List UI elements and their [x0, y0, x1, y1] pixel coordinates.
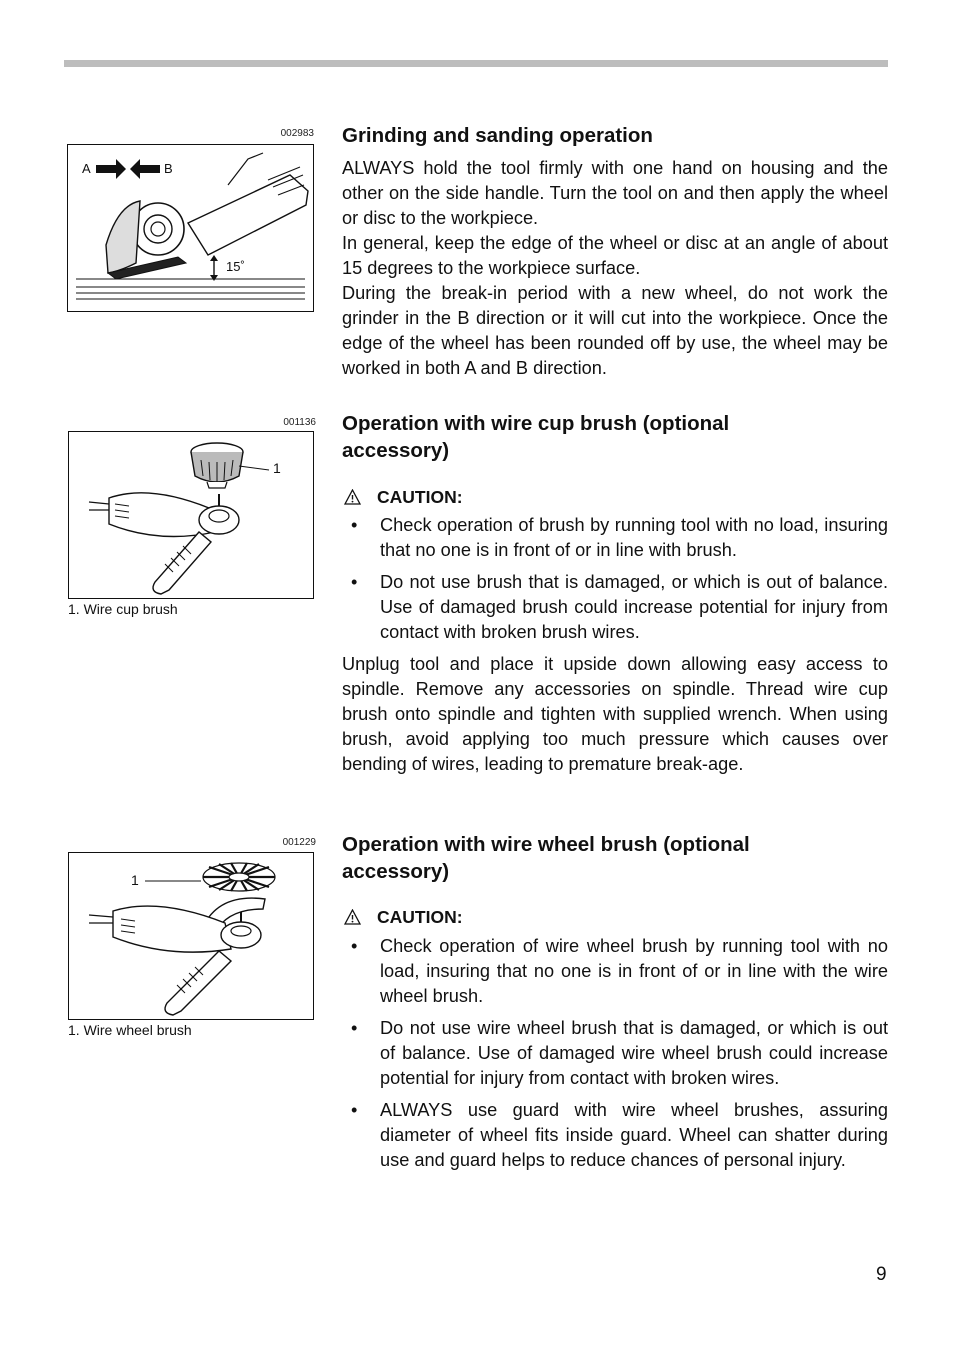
label-a: A	[82, 161, 91, 176]
caution-2	[344, 906, 463, 928]
paragraph-grinding-1: ALWAYS hold the tool firmly with one hand on housing and the other on the side handle. Turn the tool on and then apply the wheel or disc to the workpiece.	[342, 158, 888, 228]
figure-code-2: 001136	[283, 417, 316, 428]
caution-list-1	[342, 513, 888, 652]
page-number: 9	[876, 1264, 887, 1285]
caution-label: CAUTION:	[377, 487, 463, 507]
figure-code-1: 002983	[280, 128, 314, 139]
figure-wire-wheel-brush	[68, 852, 314, 1020]
heading-wire-wheel-line1: Operation with wire wheel brush (optional	[342, 833, 750, 856]
warning-triangle-icon	[344, 489, 361, 505]
list-item: • Check operation of brush by running tool with no load, insuring that no one is in front of or in line with brush.	[351, 515, 888, 560]
paragraph-wire-cup: Unplug tool and place it upside down allowing easy access to spindle. Remove any accessories on spindle. Thread wire cup brush onto spindle and tighten with supplied wrench. When using brush, avoid applying too much pressure which causes over bending of wires, leading to premature break-age.	[342, 654, 888, 774]
paragraph-grinding-2: In general, keep the edge of the wheel or disc at an angle of about 15 degrees to the workpiece surface.	[342, 233, 888, 278]
caution-1	[344, 486, 463, 508]
list-item: • Do not use wire wheel brush that is damaged, or which is out of balance. Use of damaged wire wheel brush could increase potential for injury from contact with broken wires.	[351, 1018, 888, 1088]
bullet-icon: •	[351, 572, 358, 592]
warning-triangle-icon	[344, 909, 361, 925]
bullet-icon: •	[351, 1018, 358, 1038]
top-rule	[64, 60, 888, 67]
caution-label: CAUTION:	[377, 907, 463, 927]
figure-code-3: 001229	[282, 837, 316, 848]
bullet-icon: •	[351, 515, 358, 535]
bullet-icon: •	[351, 1100, 358, 1120]
label-angle: 15˚	[226, 259, 245, 274]
heading-wire-cup-line1: Operation with wire cup brush (optional	[342, 412, 730, 435]
callout-1: 1	[273, 460, 281, 476]
bullet-icon: •	[351, 936, 358, 956]
caption-wire-wheel-brush: 1. Wire wheel brush	[68, 1022, 192, 1038]
wire-cup-brush-illustration	[69, 432, 314, 599]
caution-list-2	[342, 934, 888, 1180]
figure-grinding	[67, 144, 314, 312]
list-item: • Do not use brush that is damaged, or which is out of balance. Use of damaged brush could increase potential for injury from contact with broken brush wires.	[351, 572, 888, 642]
label-b: B	[164, 161, 173, 176]
grinder-angle-illustration	[68, 145, 314, 312]
caption-wire-cup-brush: 1. Wire cup brush	[68, 601, 178, 617]
list-item: • ALWAYS use guard with wire wheel brushes, assuring diameter of wheel fits inside guard. Wheel can shatter during use and guard helps to reduce chances of personal injury.	[351, 1100, 888, 1170]
wire-wheel-brush-illustration	[69, 853, 314, 1020]
list-item: • Check operation of wire wheel brush by running tool with no load, insuring that no one is in front of or in line with the wire wheel brush.	[351, 936, 888, 1006]
figure-wire-cup-brush	[68, 431, 314, 599]
heading-wire-cup	[342, 410, 729, 464]
paragraph-grinding-3: During the break-in period with a new wheel, do not work the grinder in the B direction or it will cut into the workpiece. Once the edge of the wheel has been rounded off by use, the wheel may be worked in both A and B direction.	[342, 283, 888, 378]
callout-1: 1	[131, 872, 139, 888]
heading-wire-cup-line2: accessory)	[342, 439, 450, 462]
heading-wire-wheel	[342, 831, 750, 885]
heading-wire-wheel-line2: accessory)	[342, 860, 450, 883]
heading-grinding: Grinding and sanding operation	[342, 124, 653, 147]
